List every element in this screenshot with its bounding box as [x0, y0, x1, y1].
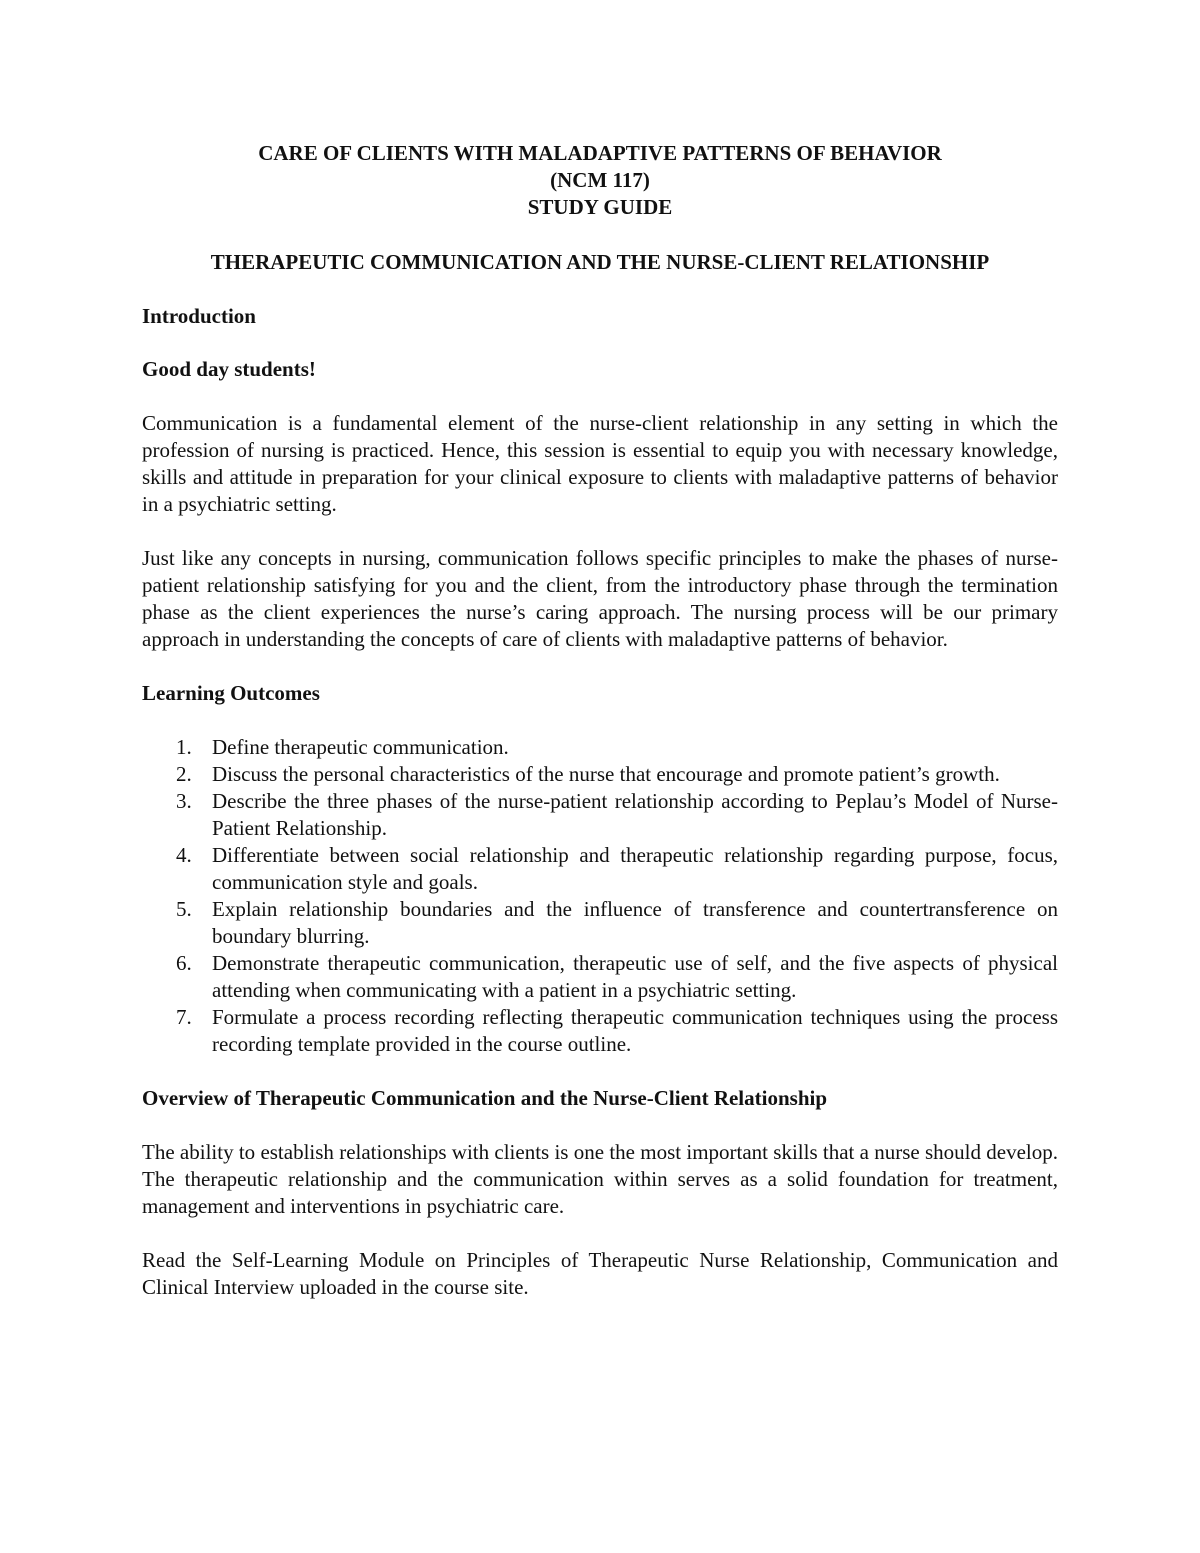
learning-outcomes-heading: Learning Outcomes	[142, 681, 320, 705]
outcome-number: 5.	[176, 897, 192, 921]
topic-title: THERAPEUTIC COMMUNICATION AND THE NURSE-CLIENT RELATIONSHIP	[210, 250, 990, 274]
introduction-paragraph-1: Communication is a fundamental element of the nurse-client relationship in any setting in which the profession of nursing is practiced. Hence, this session is essential to equip you with necessary knowledge, skills and attitude in preparation for your clinical exposure to clients with maladaptive patterns of behavior in a psychiatric setting.	[142, 411, 1058, 516]
overview-paragraph-1: The ability to establish relationships with clients is one the most important skills that a nurse should develop. The therapeutic relationship and the communication within serves as a solid foundation for treatment, management and interventions in psychiatric care.	[142, 1140, 1058, 1218]
document-type: STUDY GUIDE	[527, 195, 673, 219]
outcome-number: 3.	[176, 789, 192, 813]
learning-outcome-item	[142, 788, 1058, 842]
outcome-number: 1.	[176, 735, 192, 759]
course-code: (NCM 117)	[550, 168, 650, 192]
greeting: Good day students!	[142, 357, 316, 381]
learning-outcome-item	[142, 842, 1058, 896]
outcome-number: 7.	[176, 1005, 192, 1029]
overview-heading: Overview of Therapeutic Communication and the Nurse-Client Relationship	[142, 1086, 828, 1110]
introduction-paragraph-2: Just like any concepts in nursing, communication follows specific principles to make the phases of nurse-patient relationship satisfying for you and the client, from the introductory phase through the termination phase as the client experiences the nurse’s caring approach. The nursing process will be our primary approach in understanding the concepts of care of clients with maladaptive patterns of behavior.	[142, 546, 1058, 651]
learning-outcome-item	[142, 896, 1058, 950]
outcome-text: Demonstrate therapeutic communication, therapeutic use of self, and the five aspects of physical attending when communicating with a patient in a psychiatric setting.	[212, 951, 1058, 1002]
learning-outcome-item	[142, 950, 1058, 1004]
outcome-text: Discuss the personal characteristics of the nurse that encourage and promote patient’s growth.	[212, 762, 1000, 786]
introduction-heading: Introduction	[142, 304, 256, 328]
course-header	[142, 140, 1058, 221]
outcome-text: Explain relationship boundaries and the influence of transference and countertransference on boundary blurring.	[212, 897, 1058, 948]
overview-paragraph-2: Read the Self-Learning Module on Principles of Therapeutic Nurse Relationship, Communication and Clinical Interview uploaded in the course site.	[142, 1248, 1058, 1299]
outcome-number: 2.	[176, 762, 192, 786]
outcome-text: Describe the three phases of the nurse-patient relationship according to Peplau’s Model of Nurse-Patient Relationship.	[212, 789, 1058, 840]
outcome-text: Formulate a process recording reflecting therapeutic communication techniques using the process recording template provided in the course outline.	[212, 1005, 1058, 1056]
course-title: CARE OF CLIENTS WITH MALADAPTIVE PATTERNS OF BEHAVIOR	[258, 141, 942, 165]
learning-outcome-item	[142, 761, 1058, 788]
outcome-number: 6.	[176, 951, 192, 975]
learning-outcome-item	[142, 1004, 1058, 1058]
learning-outcomes-list	[142, 734, 1058, 1058]
learning-outcome-item	[142, 734, 1058, 761]
outcome-number: 4.	[176, 843, 192, 867]
outcome-text: Define therapeutic communication.	[212, 735, 509, 759]
outcome-text: Differentiate between social relationship and therapeutic relationship regarding purpose, focus, communication style and goals.	[212, 843, 1058, 894]
